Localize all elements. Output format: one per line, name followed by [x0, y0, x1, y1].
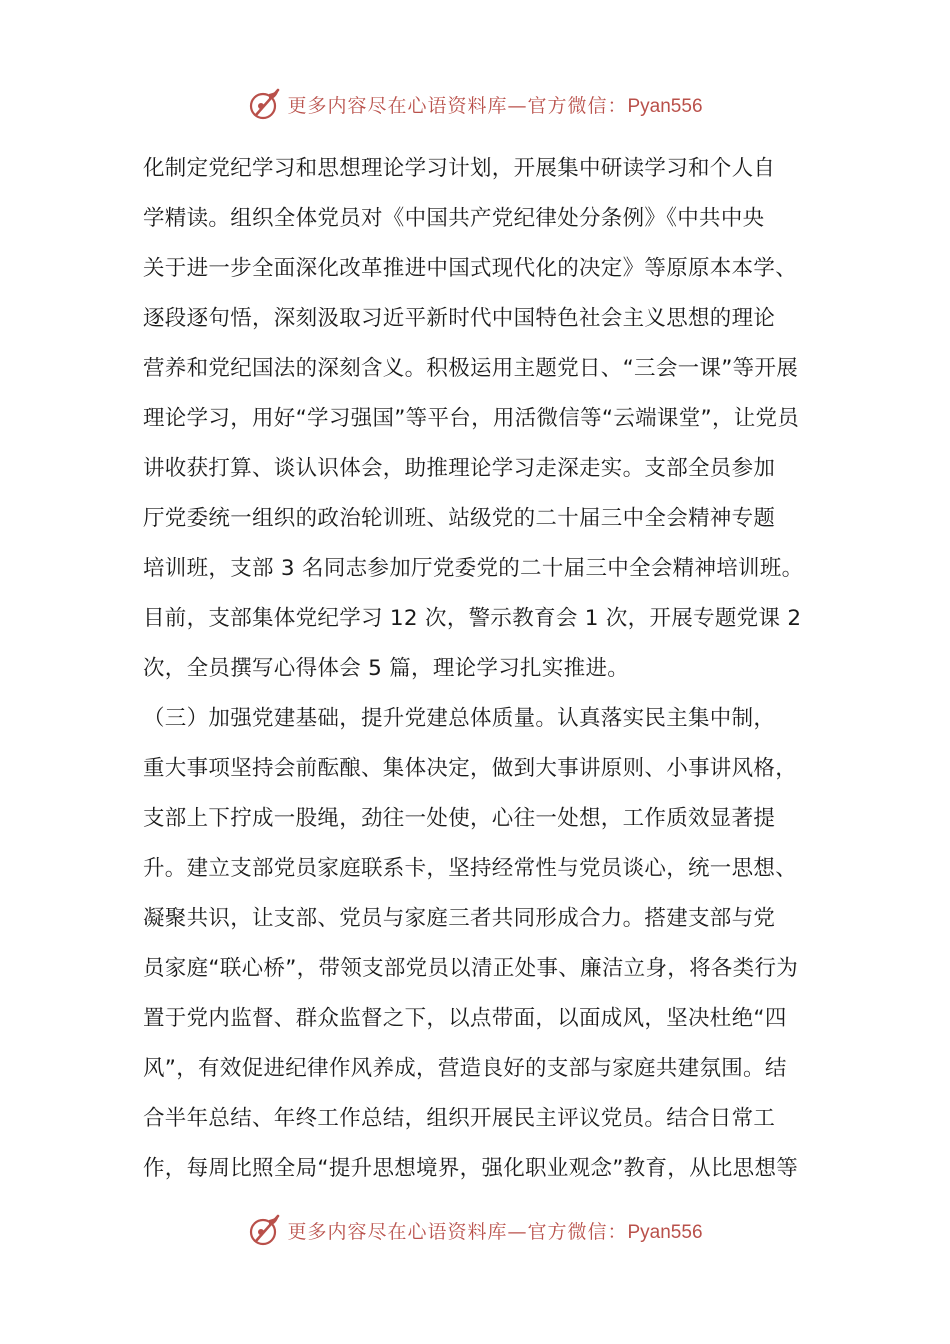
text-line: 理论学习，用好“学习强国”等平台，用活微信等“云端课堂”，让党员 — [143, 406, 800, 431]
text-line: 学精读。组织全体党员对《中国共产党纪律处分条例》《中共中央 — [143, 206, 765, 231]
text-line: 讲收获打算、谈认识体会，助推理论学习走深走实。支部全员参加 — [143, 456, 776, 481]
text-line: 置于党内监督、群众监督之下，以点带面，以面成风，坚决杜绝“四 — [143, 1006, 787, 1031]
text-line: 员家庭“联心桥”，带领支部党员以清正处事、廉洁立身，将各类行为 — [143, 956, 799, 981]
quill-logo-icon — [247, 86, 283, 122]
footer-watermark — [0, 1210, 950, 1250]
text-line: 目前，支部集体党纪学习 12 次，警示教育会 1 次，开展专题党课 2 — [143, 606, 802, 631]
watermark-text — [287, 91, 702, 118]
text-line: 升。建立支部党员家庭联系卡，坚持经常性与党员谈心，统一思想、 — [143, 856, 798, 881]
text-line: 凝聚共识，让支部、党员与家庭三者共同形成合力。搭建支部与党 — [143, 906, 776, 931]
text-line: 重大事项坚持会前酝酿、集体决定，做到大事讲原则、小事讲风格， — [143, 756, 798, 781]
document-body — [143, 144, 823, 1194]
text-line: 合半年总结、年终工作总结，组织开展民主评议党员。结合日常工 — [143, 1106, 776, 1131]
text-line: 培训班，支部 3 名同志参加厅党委党的二十届三中全会精神培训班。 — [143, 556, 804, 581]
text-line: 作，每周比照全局“提升思想境界，强化职业观念”教育，从比思想等 — [143, 1156, 799, 1181]
text-line: 关于进一步全面深化改革推进中国式现代化的决定》等原原本本学、 — [143, 256, 798, 281]
quill-logo-icon — [247, 1212, 283, 1248]
text-line: 风”，有效促进纪律作风养成，营造良好的支部与家庭共建氛围。结 — [143, 1056, 787, 1081]
text-line: 厅党委统一组织的政治轮训班、站级党的二十届三中全会精神专题 — [143, 506, 776, 531]
watermark-text — [287, 1217, 702, 1244]
watermark-wechat-id: Pyan556 — [627, 95, 703, 117]
text-line: 营养和党纪国法的深刻含义。积极运用主题党日、“三会一课”等开展 — [143, 356, 799, 381]
text-line: 支部上下拧成一股绳，劲往一处使，心往一处想，工作质效显著提 — [143, 806, 776, 831]
section-heading-line: （三）加强党建基础，提升党建总体质量。认真落实民主集中制， — [143, 706, 776, 731]
text-line: 次，全员撰写心得体会 5 篇，理论学习扎实推进。 — [143, 656, 630, 681]
watermark-brand: 更多内容尽在心语资料库—官方微信： — [287, 94, 628, 117]
watermark-brand: 更多内容尽在心语资料库—官方微信： — [287, 1220, 628, 1243]
text-line: 化制定党纪学习和思想理论学习计划，开展集中研读学习和个人自 — [143, 156, 776, 181]
header-watermark — [0, 84, 950, 124]
text-line: 逐段逐句悟，深刻汲取习近平新时代中国特色社会主义思想的理论 — [143, 306, 776, 331]
watermark-wechat-id: Pyan556 — [627, 1221, 703, 1243]
